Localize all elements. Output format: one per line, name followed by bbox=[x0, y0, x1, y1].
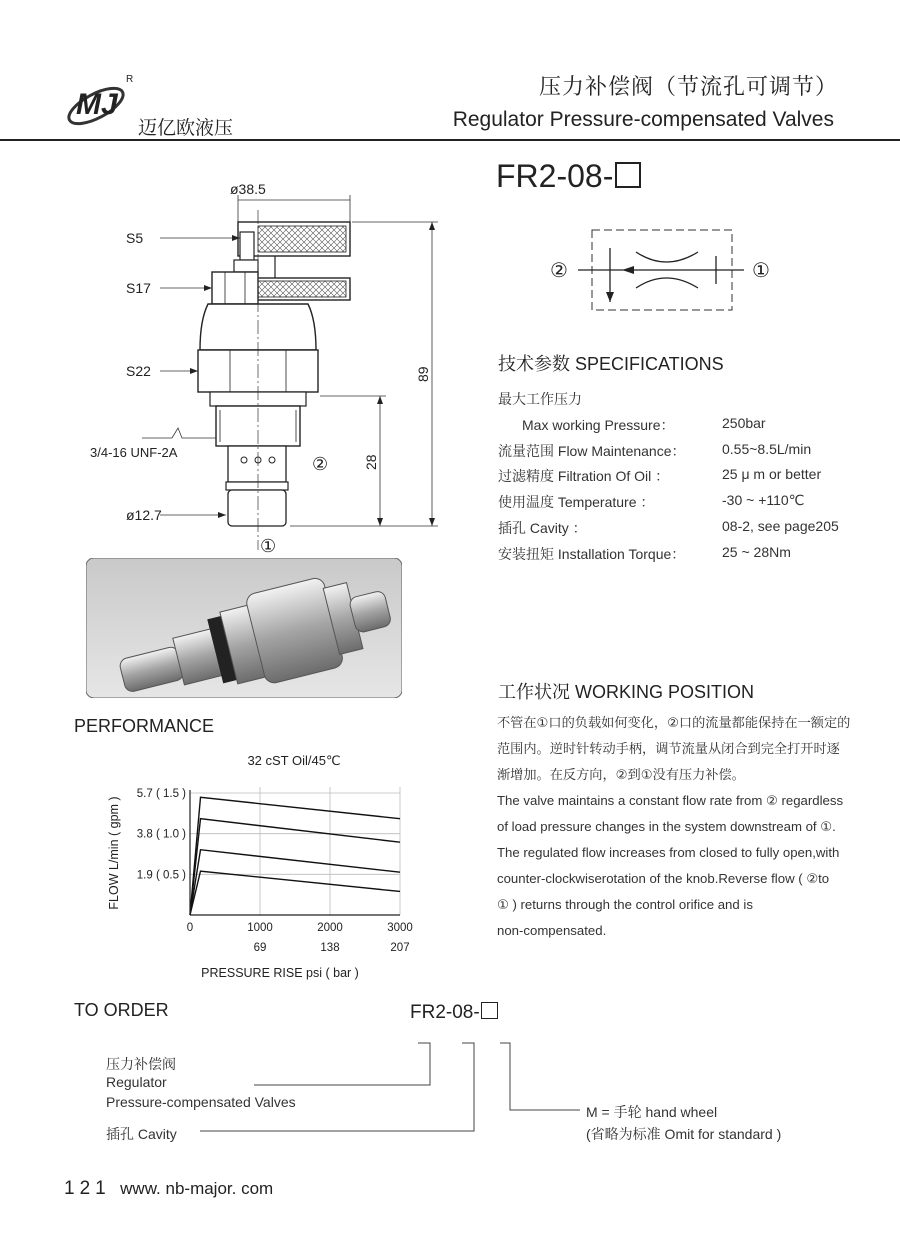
page-title-en: Regulator Pressure-compensated Valves bbox=[452, 108, 834, 131]
spec-value: 25 ~ 28Nm bbox=[722, 544, 791, 560]
label-bottom-diameter: ø12.7 bbox=[126, 507, 162, 523]
order-leader-lines bbox=[190, 1035, 590, 1135]
order-code bbox=[410, 1002, 498, 1024]
label-s22: S22 bbox=[126, 363, 151, 379]
x-tick-label: 2000 bbox=[317, 922, 343, 934]
order-item-cavity: 插孔 Cavity bbox=[106, 1126, 177, 1142]
model-code-text: FR2-08- bbox=[496, 158, 614, 194]
spec-value: 250bar bbox=[722, 415, 766, 431]
text-line: ① ) returns through the control orifice and is bbox=[497, 897, 753, 912]
website-link[interactable]: www. nb-major. com bbox=[120, 1179, 274, 1198]
logo bbox=[62, 70, 134, 136]
port-2-label: ② bbox=[312, 454, 329, 474]
chart-y-label: FLOW L/min ( gpm ) bbox=[107, 796, 121, 910]
product-photo bbox=[86, 558, 402, 698]
spec-label: 最大工作压力 bbox=[498, 391, 582, 407]
text-line: The valve maintains a constant flow rate from ② regardless bbox=[497, 793, 844, 808]
series-line-2 bbox=[190, 819, 400, 915]
logo-mark: MJ bbox=[76, 88, 118, 121]
footer bbox=[64, 1178, 273, 1200]
text-line: of load pressure changes in the system downstream of ①. bbox=[497, 819, 836, 834]
text-line: The regulated flow increases from closed to fully open,with bbox=[497, 845, 840, 860]
order-option-m: M = 手轮 hand wheel bbox=[586, 1104, 718, 1120]
spec-label: 过滤精度 Filtration Of Oil ： bbox=[498, 468, 670, 484]
spec-label: 使用温度 Temperature ： bbox=[498, 494, 655, 510]
chart-x-label: PRESSURE RISE psi ( bar ) bbox=[201, 966, 359, 980]
y-tick-label: 5.7 ( 1.5 ) bbox=[136, 788, 186, 800]
dim-total-length: 89 bbox=[415, 366, 431, 382]
chart-title: 32 cST Oil/45℃ bbox=[247, 753, 341, 768]
working-position-text bbox=[497, 710, 887, 944]
dim-top-diameter: ø38.5 bbox=[230, 181, 266, 197]
logo-registered: R bbox=[126, 74, 134, 85]
x-tick-label: 1000 bbox=[247, 922, 273, 934]
option-box bbox=[615, 162, 641, 188]
page-number: 121 bbox=[64, 1178, 111, 1199]
working-position-heading: 工作状况 WORKING POSITION bbox=[498, 682, 755, 702]
brand-name: 迈亿欧液压 bbox=[138, 118, 234, 139]
spec-label: Max working Pressure： bbox=[522, 417, 675, 433]
spec-value: 08-2, see page205 bbox=[722, 518, 839, 534]
x-tick-sublabel: 207 bbox=[390, 942, 410, 954]
hydraulic-symbol bbox=[548, 222, 784, 318]
spec-value: 25 μ m or better bbox=[722, 466, 822, 482]
valve-drawing bbox=[70, 170, 460, 560]
to-order-heading: TO ORDER bbox=[74, 1000, 169, 1020]
text-line: counter-clockwiserotation of the knob.Reverse flow ( ②to bbox=[497, 871, 830, 886]
series-line-3 bbox=[190, 850, 400, 915]
symbol-port-1: ① bbox=[752, 260, 770, 282]
header-divider bbox=[0, 139, 900, 141]
y-tick-label: 3.8 ( 1.0 ) bbox=[136, 828, 186, 841]
text-line: 渐增加。在反方向，②到①没有压力补偿。 bbox=[497, 767, 745, 782]
spec-label: 插孔 Cavity ： bbox=[498, 520, 587, 536]
label-s5: S5 bbox=[126, 230, 144, 246]
spec-label: 安装扭矩 Installation Torque： bbox=[498, 546, 686, 562]
dim-body-length: 28 bbox=[363, 454, 379, 470]
order-option-standard: (省略为标准 Omit for standard ) bbox=[586, 1126, 782, 1142]
series-line-1 bbox=[190, 797, 400, 915]
order-item-type-en: Regulator bbox=[106, 1074, 167, 1090]
page-title-cn: 压力补偿阀（节流孔可调节） bbox=[538, 74, 838, 99]
x-tick-label: 0 bbox=[186, 922, 194, 934]
specifications-heading: 技术参数 SPECIFICATIONS bbox=[498, 354, 724, 374]
symbol-port-2: ② bbox=[550, 260, 568, 282]
order-option-box bbox=[481, 1002, 498, 1019]
spec-value: 0.55~8.5L/min bbox=[722, 441, 812, 457]
text-line: non-compensated. bbox=[497, 923, 607, 938]
label-thread: 3/4-16 UNF-2A bbox=[90, 445, 178, 460]
spec-value: -30 ~ +110℃ bbox=[722, 492, 805, 508]
text-line: 范围内。逆时针转动手柄，调节流量从闭合到完全打开时逐 bbox=[497, 741, 840, 756]
performance-heading: PERFORMANCE bbox=[74, 716, 215, 736]
order-item-type-cn: 压力补偿阀 bbox=[106, 1056, 176, 1072]
performance-chart bbox=[90, 745, 430, 990]
model-code bbox=[496, 158, 641, 195]
x-tick-sublabel: 69 bbox=[253, 942, 267, 954]
spec-label: 流量范围 Flow Maintenance： bbox=[498, 443, 686, 459]
x-tick-label: 3000 bbox=[387, 922, 413, 934]
order-code-text: FR2-08- bbox=[410, 1002, 480, 1023]
label-s17: S17 bbox=[126, 280, 151, 296]
text-line: 不管在①口的负载如何变化，②口的流量都能保持在一额定的 bbox=[497, 715, 851, 730]
port-1-label: ① bbox=[260, 536, 277, 556]
order-item-type-en2: Pressure-compensated Valves bbox=[106, 1094, 296, 1110]
x-tick-sublabel: 138 bbox=[320, 942, 340, 954]
series-line-4 bbox=[190, 871, 400, 915]
y-tick-label: 1.9 ( 0.5 ) bbox=[136, 869, 186, 882]
